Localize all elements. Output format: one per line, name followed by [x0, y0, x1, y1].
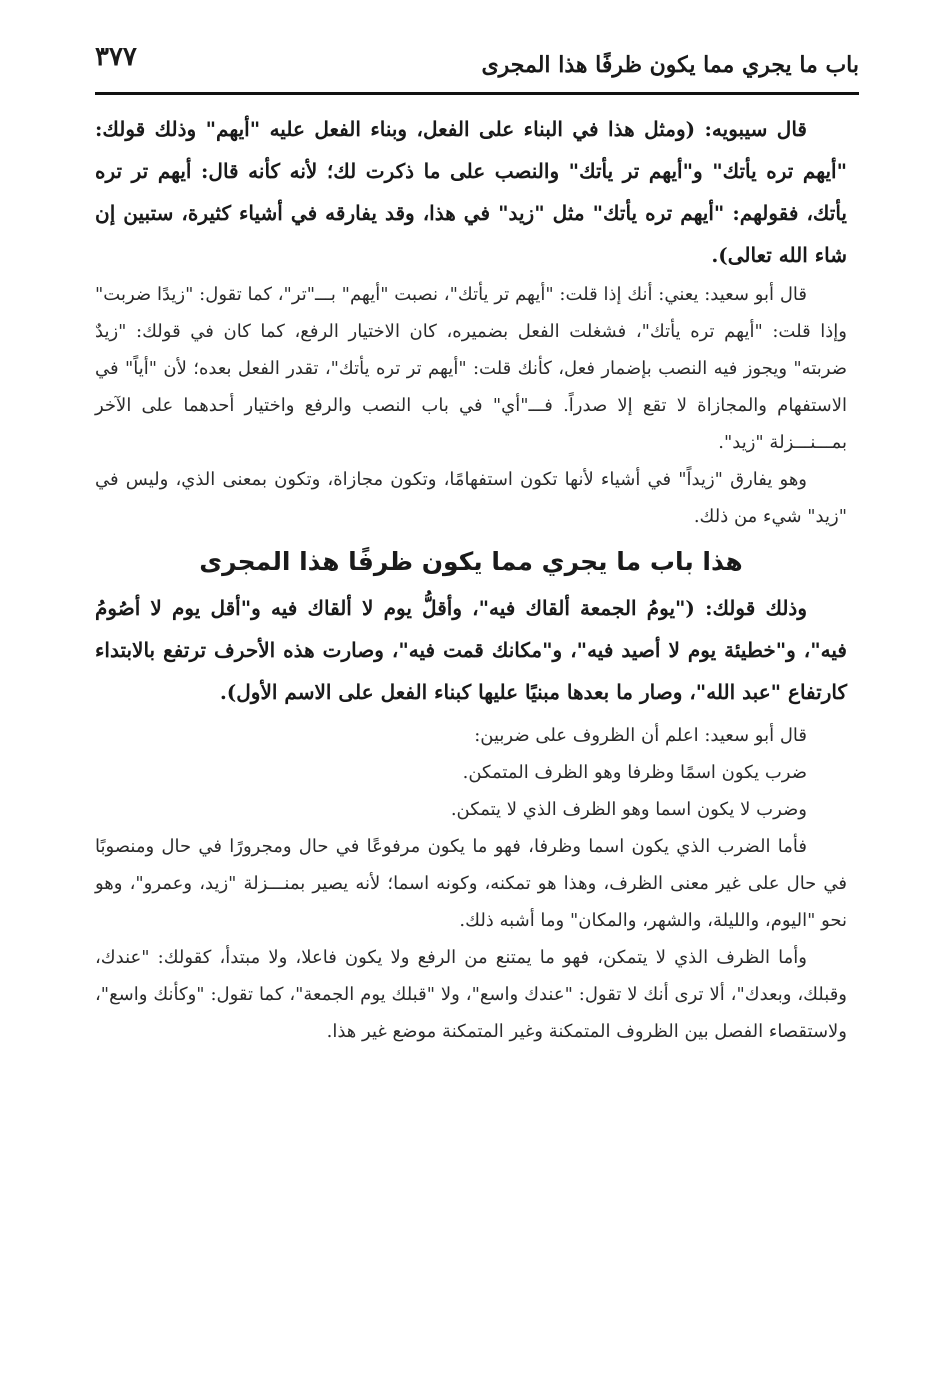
section-quote-paragraph: وذلك قولك: ("يومُ الجمعة ألقاك فيه"، وأقلُّ يوم لا ألقاك فيه و"أقل يوم لا أصُومُ فيه"، و"خطيئة يوم لا أصيد فيه"، و"مكانك قمت فيه"، وصارت هذه الأحرف ترتفع بالابتداء كارتفاع "عبد الله"، وصار ما بعدها مبنيًا عليها كبناء الفعل على الاسم الأول). — [95, 596, 847, 704]
commentary-continuation-paragraph: وهو يفارق "زيداً" في أشياء لأنها تكون استفهامًا، وتكون مجازاة، وتكون بمعنى الذي، وليس في "زيد" شيء من ذلك. — [95, 469, 847, 527]
header-rule — [95, 92, 859, 95]
commentary-paragraph-5: وأما الظرف الذي لا يتمكن، فهو ما يمتنع من الرفع ولا يكون فاعلا، ولا مبتدأ، كقولك: "عندك، وقبلك، وبعدك"، ألا ترى أنك لا تقول: "عندك واسع"، ولا "قبلك يوم الجمعة"، كما تقول: "وكأنك واسع"، ولاستقصاء الفصل بين الظروف المتمكنة وغير المتمكنة موضع غير هذا. — [95, 947, 847, 1042]
page-body — [95, 108, 847, 1050]
section-heading: هذا باب ما يجري مما يكون ظرفًا هذا المجرى — [199, 547, 743, 576]
page-header — [95, 40, 859, 90]
commentary-paragraph-4: فأما الضرب الذي يكون اسما وظرفا، فهو ما يكون مرفوعًا في حال ومجرورًا في حال ومنصوبًا في حال على غير معنى الظرف، وهذا هو تمكنه، وكونه اسما؛ لأنه يصير بمنـــزلة "زيد، وعمرو"، وهو نحو "اليوم، والليلة، والشهر، والمكان" وما أشبه ذلك. — [95, 836, 847, 931]
commentary-line-2: ضرب يكون اسمًا وظرفا وهو الظرف المتمكن. — [462, 762, 807, 783]
abu-said-commentary-paragraph: قال أبو سعيد: يعني: أنك إذا قلت: "أيهم تر يأتك"، نصبت "أيهم" بـــ"تر"، كما تقول: "زيدًا ضربت" وإذا قلت: "أيهم تره يأتك"، فشغلت الفعل بضميره، كان الاختيار الرفع، كما كان في قولك: "زيدٌ ضربته" ويجوز فيه النصب بإضمار فعل، كأنك قلت: "أيهم تر تره يأتك"، تقدر الفعل بعده؛ لأن "أياً" في الاستفهام والمجازاة لا تقع إلا صدراً. فـــ"أي" في باب النصب والرفع واختيار أحدهما على الآخر بمـــنـــزلة "زيد". — [95, 284, 847, 453]
page-number: ٣٧٧ — [95, 42, 137, 72]
running-title: باب ما يجري مما يكون ظرفًا هذا المجرى — [481, 52, 859, 78]
sibawayh-quote-paragraph: قال سيبويه: (ومثل هذا في البناء على الفعل، وبناء الفعل عليه "أيهم" وذلك قولك: "أيهم تره يأتك" و"أيهم تر يأتك" والنصب على ما ذكرت لك؛ لأنه كأنه قال: أيهم تر تره يأتك، فقولهم: "أيهم تره يأتك" مثل "زيد" في هذا، وقد يفارقه في أشياء كثيرة، ستبين إن شاء الله تعالى). — [95, 117, 847, 267]
commentary-line-1: قال أبو سعيد: اعلم أن الظروف على ضربين: — [474, 725, 807, 746]
commentary-line-3: وضرب لا يكون اسما وهو الظرف الذي لا يتمكن. — [450, 799, 807, 820]
